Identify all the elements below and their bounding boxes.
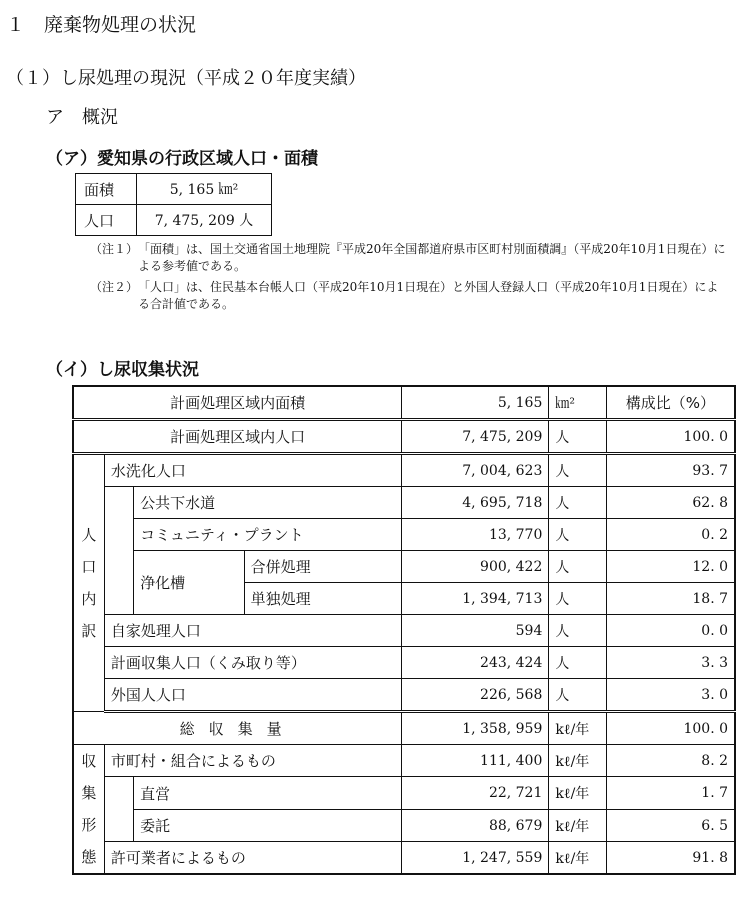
- row-label: 水洗化人口: [104, 454, 401, 487]
- row-label: 許可業者によるもの: [104, 842, 401, 875]
- ratio-header: 構成比（%）: [606, 386, 735, 420]
- overview-heading: ア 概況: [46, 107, 118, 128]
- table-row: [73, 810, 735, 842]
- group-char: 人: [81, 526, 97, 544]
- table-row: [73, 679, 735, 712]
- table-row: [76, 174, 272, 205]
- row-ratio: 100. 0: [606, 712, 735, 745]
- group-char: 形: [81, 816, 97, 834]
- row-unit: 人: [549, 679, 606, 712]
- row-value: 226, 568: [402, 679, 549, 712]
- row-unit: 人: [549, 519, 606, 551]
- population-label: 人口: [76, 205, 137, 236]
- row-unit: kℓ/年: [549, 810, 606, 842]
- collection-table: [72, 385, 736, 875]
- row-label: 公共下水道: [134, 487, 402, 519]
- area-value: 5, 165 ㎞²: [137, 174, 272, 205]
- row-label: 計画処理区域内面積: [73, 386, 402, 420]
- row-label: 単独処理: [244, 583, 402, 615]
- row-value: 1, 394, 713: [402, 583, 549, 615]
- note-label: （注２）: [90, 280, 139, 294]
- group-char: 内: [81, 590, 97, 608]
- table-row: [73, 454, 735, 487]
- subsection-heading: （１）し尿処理の現況（平成２０年度実績）: [6, 68, 366, 89]
- row-label: 合併処理: [244, 551, 402, 583]
- row-label: 委託: [134, 810, 402, 842]
- group-label-population: [73, 454, 104, 712]
- table-row: [73, 386, 735, 420]
- note-2: [90, 279, 730, 313]
- group-label-collection: [73, 745, 104, 875]
- row-unit: 人: [549, 487, 606, 519]
- row-ratio: 3. 3: [606, 647, 735, 679]
- row-value: 243, 424: [402, 647, 549, 679]
- row-unit: kℓ/年: [549, 712, 606, 745]
- row-unit: ㎞²: [549, 386, 606, 420]
- row-value: 13, 770: [402, 519, 549, 551]
- row-value: 900, 422: [402, 551, 549, 583]
- indent-cell: [104, 777, 133, 842]
- row-label: 外国人人口: [104, 679, 401, 712]
- population-value: 7, 475, 209 人: [137, 205, 272, 236]
- group-char: 収: [81, 752, 97, 770]
- row-ratio: 1. 7: [606, 777, 735, 810]
- row-unit: kℓ/年: [549, 745, 606, 777]
- table-row: [73, 487, 735, 519]
- row-unit: kℓ/年: [549, 842, 606, 875]
- row-unit: 人: [549, 615, 606, 647]
- table-row: [73, 551, 735, 583]
- row-label: 総収集量: [73, 712, 402, 745]
- note-label: （注１）: [90, 242, 139, 256]
- row-unit: kℓ/年: [549, 777, 606, 810]
- row-unit: 人: [549, 551, 606, 583]
- row-unit: 人: [549, 454, 606, 487]
- row-label: 計画処理区域内人口: [73, 420, 402, 454]
- row-unit: 人: [549, 583, 606, 615]
- row-label: 自家処理人口: [104, 615, 401, 647]
- note-1: [90, 241, 730, 275]
- row-ratio: 0. 0: [606, 615, 735, 647]
- table-row: [73, 842, 735, 875]
- row-ratio: 62. 8: [606, 487, 735, 519]
- row-label: コミュニティ・プラント: [134, 519, 402, 551]
- notes: [90, 241, 730, 317]
- row-unit: 人: [549, 647, 606, 679]
- row-label: 計画収集人口（くみ取り等）: [104, 647, 401, 679]
- row-value: 22, 721: [402, 777, 549, 810]
- note-text: 「面積」は、国土交通省国土地理院『平成20年全国都道府県市区町村別面積調』（平成20年10月1日現在）による参考値である。: [138, 242, 726, 273]
- table-row: [73, 420, 735, 454]
- table-row: [73, 712, 735, 745]
- row-label: 直営: [134, 777, 402, 810]
- area-label: 面積: [76, 174, 137, 205]
- group-char: 口: [81, 558, 97, 576]
- row-label: 市町村・組合によるもの: [104, 745, 401, 777]
- area-population-table: [75, 173, 272, 236]
- row-value: 88, 679: [402, 810, 549, 842]
- table-row: [73, 777, 735, 810]
- row-label: 浄化槽: [134, 551, 244, 615]
- row-ratio: 91. 8: [606, 842, 735, 875]
- table-row: [73, 745, 735, 777]
- row-value: 4, 695, 718: [402, 487, 549, 519]
- row-ratio: 6. 5: [606, 810, 735, 842]
- row-value: 1, 358, 959: [402, 712, 549, 745]
- row-value: 1, 247, 559: [402, 842, 549, 875]
- row-ratio: 100. 0: [606, 420, 735, 454]
- table-row: [73, 647, 735, 679]
- row-value: 7, 004, 623: [402, 454, 549, 487]
- row-ratio: 93. 7: [606, 454, 735, 487]
- group-char: 訳: [81, 622, 97, 640]
- row-ratio: 0. 2: [606, 519, 735, 551]
- collection-heading: （イ）し尿収集状況: [46, 360, 199, 380]
- section-heading: １ 廃棄物処理の状況: [6, 14, 197, 36]
- row-ratio: 12. 0: [606, 551, 735, 583]
- indent-cell: [104, 487, 133, 615]
- note-text: 「人口」は、住民基本台帳人口（平成20年10月1日現在）と外国人登録人口（平成20年10月1日現在）による合計値である。: [138, 280, 719, 311]
- row-value: 111, 400: [402, 745, 549, 777]
- row-ratio: 3. 0: [606, 679, 735, 712]
- table-row: [73, 615, 735, 647]
- row-value: 7, 475, 209: [402, 420, 549, 454]
- table-row: [73, 519, 735, 551]
- row-unit: 人: [549, 420, 606, 454]
- row-ratio: 8. 2: [606, 745, 735, 777]
- row-ratio: 18. 7: [606, 583, 735, 615]
- table-row: [76, 205, 272, 236]
- group-char: 態: [81, 848, 97, 866]
- area-population-heading: （ア）愛知県の行政区域人口・面積: [46, 149, 318, 169]
- group-char: 集: [81, 784, 97, 802]
- row-value: 5, 165: [402, 386, 549, 420]
- row-value: 594: [402, 615, 549, 647]
